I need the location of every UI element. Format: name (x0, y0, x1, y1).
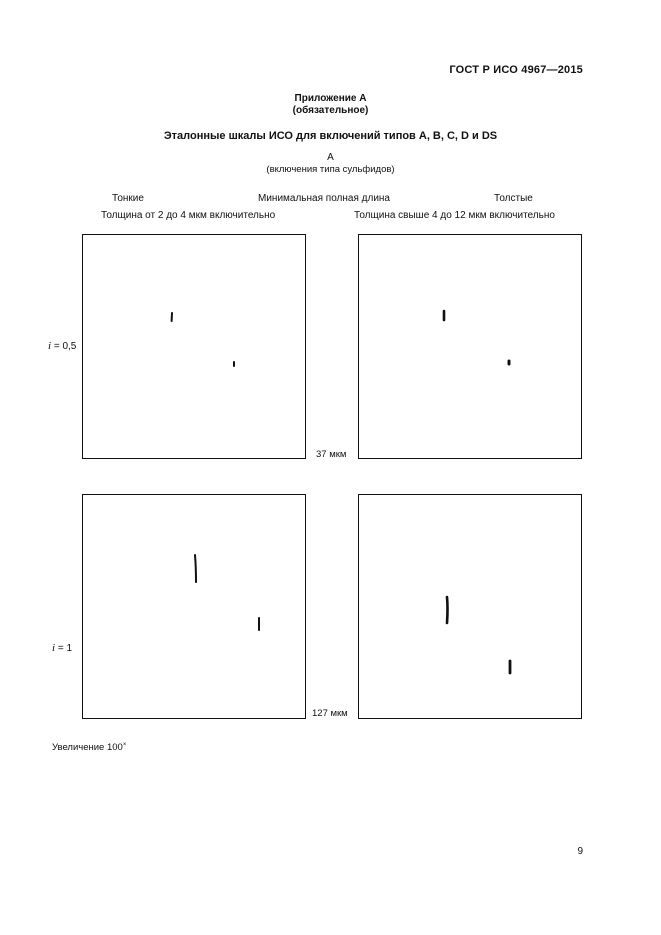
inclusion-image (83, 495, 305, 718)
annex-title: Приложение А (294, 93, 367, 104)
inclusion-image (83, 235, 305, 458)
row-label-severity-0-5 (48, 340, 76, 352)
main-title: Эталонные шкалы ИСО для включений типов А, В, С, D и DS (163, 130, 498, 142)
index-value: = 1 (55, 643, 73, 654)
page-number: 9 (577, 846, 583, 857)
index-symbol: i (48, 340, 52, 352)
inclusion-image (359, 235, 581, 458)
thin-range-label: Толщина от 2 до 4 мкм включительно (101, 210, 276, 221)
row-label-severity-1 (52, 642, 72, 654)
column-label-thick: Толстые (494, 193, 533, 204)
min-length-label-row-1: 37 мкм (316, 449, 347, 460)
magnification-text: Увеличение 100 (52, 742, 123, 753)
magnification-symbol: × (122, 742, 127, 748)
column-label-thin: Тонкие (112, 193, 144, 204)
inclusion-mark (195, 555, 196, 582)
inclusion-mark (447, 597, 448, 623)
index-symbol: i (52, 642, 56, 654)
annex-status: (обязательное) (292, 105, 369, 116)
standard-code: ГОСТ Р ИСО 4967—2015 (449, 64, 583, 76)
min-length-label-row-2: 127 мкм (312, 708, 348, 719)
column-label-min-length: Минимальная полная длина (258, 193, 390, 204)
micrograph-thick-severity-1 (358, 494, 582, 719)
series-letter: А (327, 152, 334, 163)
thick-range-label: Толщина свыше 4 до 12 мкм включительно (354, 210, 555, 221)
micrograph-thick-severity-0-5 (358, 234, 582, 459)
series-subtitle: (включения типа сульфидов) (266, 164, 395, 175)
inclusion-image (359, 495, 581, 718)
micrograph-thin-severity-1 (82, 494, 306, 719)
index-value: = 0,5 (51, 341, 77, 352)
magnification-note (52, 742, 126, 753)
micrograph-thin-severity-0-5 (82, 234, 306, 459)
